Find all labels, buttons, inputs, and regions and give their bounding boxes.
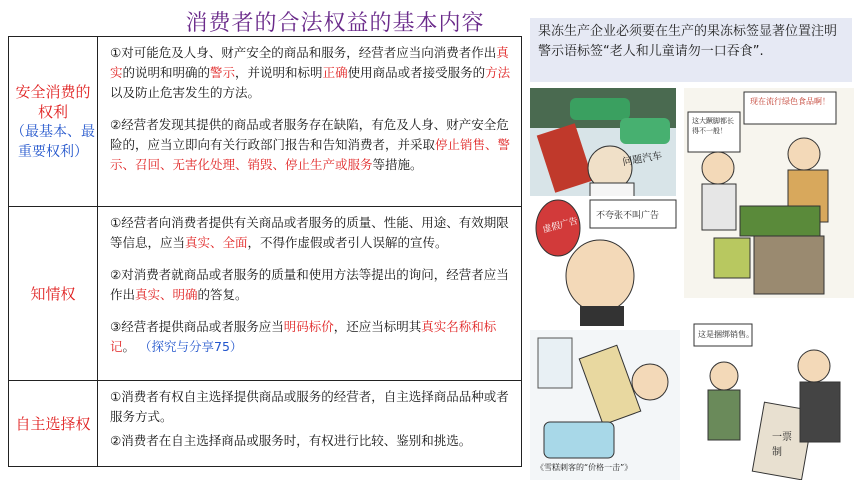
clause-text: ，并说明和标明 <box>235 65 323 80</box>
clause-text: ③经营者提供商品或者服务应当 <box>110 319 284 334</box>
cartoon-label: 这大蹶脚都长得不一般！ <box>692 117 734 135</box>
cartoon-green-food <box>684 88 854 298</box>
cartoon-caption: 《雪糕刺客的“价格一击”》 <box>536 463 633 472</box>
right-clause <box>98 315 521 359</box>
highlight-text: 警示 <box>210 65 236 80</box>
highlight-text: 真实、全面 <box>185 235 248 250</box>
clause-text: 以及防止危害发生的方法。 <box>110 85 261 100</box>
highlight-text: 真实、明确 <box>135 287 198 302</box>
cartoon-ice-cream <box>530 330 680 480</box>
highlight-text: 真实名称和标记 <box>110 319 497 354</box>
clause-text: ①消费者有权自主选择提供商品或服务的经营者，自主选择商品品种或者服务方式。 <box>110 389 509 424</box>
clause-text: ①经营者向消费者提供有关商品或者服务的质量、性能、用途、有效期限等信息，应当 <box>110 215 509 250</box>
row-choice <box>9 381 522 467</box>
cartoon-ice-cream-illustration <box>530 330 680 480</box>
right-clause <box>98 263 521 307</box>
clause-text: ①对可能危及人身、财产安全的商品和服务，经营者应当向消费者作出 <box>110 45 497 60</box>
row-head-title: 安全消费的权利 <box>15 82 91 121</box>
row-safety <box>9 37 522 207</box>
clause-text: ，不得作虚假或者引人误解的宣传。 <box>247 235 448 250</box>
cartoon-tied-sale <box>684 306 854 480</box>
row-body <box>98 381 522 467</box>
highlight-text: 停止销售、警示、召回、无害化处理、销毁、停止生产或服务 <box>110 137 511 172</box>
clause-text: ②经营者发现其提供的商品或者服务存在缺陷，有危及人身、财产安全危险的，应当立即向有关行政部门报告和告知消费者，并采取 <box>110 117 509 152</box>
cartoon-label: 现在流行绿色食品啊！ <box>750 97 830 106</box>
clause-text: 等措施。 <box>372 157 423 172</box>
clause-text: 的答复。 <box>197 287 248 302</box>
right-clause <box>98 113 521 177</box>
highlight-text: 方法 <box>485 65 511 80</box>
row-head-title: 知情权 <box>30 284 76 303</box>
row-head <box>9 37 98 207</box>
row-head <box>9 381 98 467</box>
rights-table <box>8 36 522 467</box>
clause-text: ，还应当标明其 <box>333 319 422 334</box>
highlight-text: 正确 <box>322 65 348 80</box>
row-head-title: 自主选择权 <box>15 414 91 433</box>
cartoon-label: 问题汽车 <box>621 150 663 169</box>
clause-text: ②对消费者就商品或者服务的质量和使用方法等提出的询问，经营者应当作出 <box>110 267 509 302</box>
right-clause <box>98 429 521 453</box>
jelly-note: 果冻生产企业必须要在生产的果冻标签显著位置注明警示语标签“老人和儿童请勿一口吞食”. <box>530 18 852 82</box>
cartoon-label: 这是捆绑销售。 <box>698 330 754 339</box>
right-clause <box>98 41 521 105</box>
row-body <box>98 37 522 207</box>
right-clause <box>98 385 521 429</box>
clause-text: 的说明和明确的 <box>122 65 211 80</box>
row-body <box>98 207 522 381</box>
highlight-text: （探究与分享75） <box>139 339 243 354</box>
row-knowledge <box>9 207 522 381</box>
cartoon-problem-car <box>530 88 676 210</box>
clause-text: 。 <box>122 339 139 354</box>
row-head <box>9 207 98 381</box>
cartoon-label: 不夸张不叫广告 <box>596 211 660 221</box>
right-clause <box>98 211 521 255</box>
highlight-text: 真实 <box>110 45 509 80</box>
clause-text: 使用商品或者接受服务的 <box>347 65 486 80</box>
cartoon-false-ad <box>530 196 680 326</box>
cartoon-label: 虚假广告 <box>541 216 580 236</box>
row-head-sub: （最基本、最重要权利） <box>11 123 95 160</box>
cartoon-label: 一票制 <box>772 432 792 458</box>
clause-text: ②消费者在自主选择商品或服务时，有权进行比较、鉴别和挑选。 <box>110 433 472 448</box>
highlight-text: 明码标价 <box>283 319 334 334</box>
page-title: 消费者的合法权益的基本内容 <box>185 11 485 36</box>
